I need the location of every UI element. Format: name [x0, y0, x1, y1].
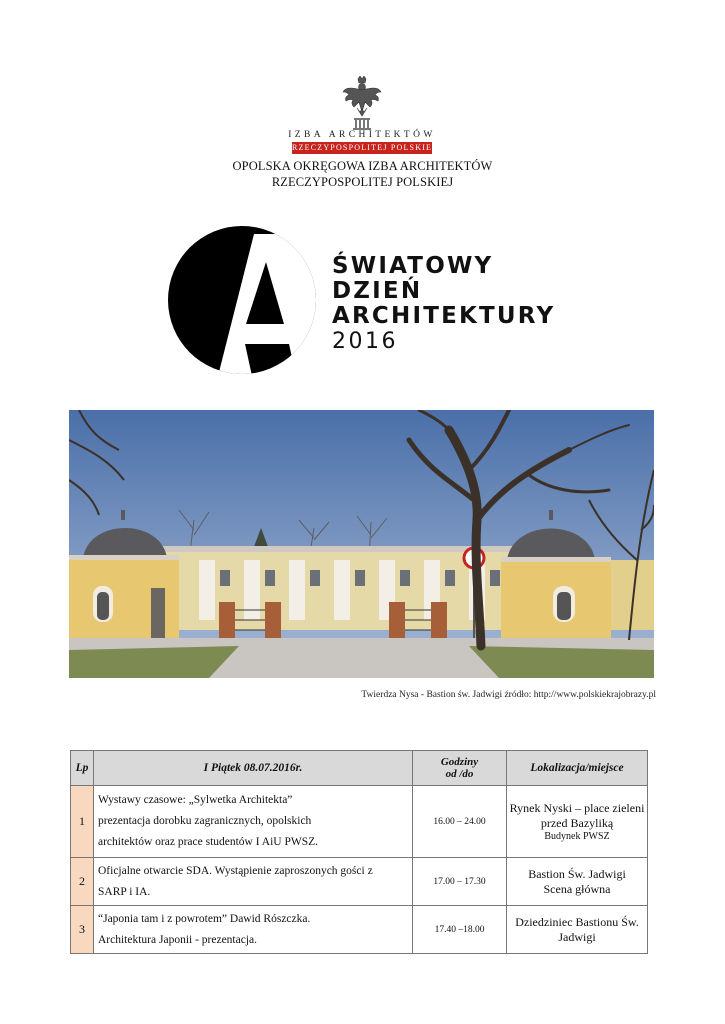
eagle-emblem-icon: [342, 76, 382, 132]
izba-architektow-logo: [254, 76, 464, 160]
table-row: [71, 786, 648, 858]
photo-caption: Twierdza Nysa - Bastion św. Jadwigi źródło: http://www.polskiekrajobrazy.pl: [361, 690, 656, 700]
event-title-line-3: ARCHITEKTURY: [332, 303, 556, 329]
row-event: [94, 858, 413, 906]
event-year: 2016: [332, 329, 398, 354]
table-row: [71, 906, 648, 954]
logo-title: IZBA ARCHITEKTÓW: [288, 130, 436, 140]
header-lp: Lp: [71, 751, 94, 786]
world-architecture-day-logo: [160, 218, 570, 382]
row-lp: 2: [71, 858, 94, 906]
location-line: Bastion Św. Jadwigi: [528, 866, 626, 881]
bastion-photo: [69, 410, 654, 678]
row-lp: 1: [71, 786, 94, 858]
location-line: Dziedziniec Bastionu Św.: [515, 914, 639, 929]
org-name-line-2: RZECZYPOSPOLITEJ POLSKIEJ: [271, 175, 454, 189]
header-hours-line-1: Godziny: [440, 756, 479, 768]
location-line: Rynek Nyski – place zieleni: [509, 801, 645, 815]
event-line: prezentacja dorobku zagranicznych, opolskich: [98, 815, 312, 827]
row-location: [507, 906, 648, 954]
event-line: SARP i IA.: [98, 885, 151, 898]
header-event: I Piątek 08.07.2016r.: [94, 751, 413, 786]
location-line: Jadwigi: [558, 929, 596, 944]
location-line: przed Bazyliką: [540, 816, 614, 830]
event-title-line-1: ŚWIATOWY: [332, 253, 494, 279]
row-hours: 17.00 – 17.30: [413, 858, 507, 906]
org-name-line-1: OPOLSKA OKRĘGOWA IZBA ARCHITEKTÓW: [232, 159, 493, 173]
event-line: Architektura Japonii - prezentacja.: [98, 933, 258, 946]
event-line: Oficjalne otwarcie SDA. Wystąpienie zaproszonych gości z: [98, 864, 373, 877]
event-title-line-2: DZIEŃ: [332, 278, 423, 304]
row-event: [94, 906, 413, 954]
row-event: [94, 786, 413, 858]
header-location: Lokalizacja/miejsce: [507, 751, 648, 786]
header-hours-line-2: od /do: [445, 768, 474, 780]
logo-subtitle-band: RZECZYPOSPOLITEJ POLSKIEJ: [292, 143, 437, 152]
event-line: “Japonia tam i z powrotem” Dawid Rószczka.: [98, 912, 311, 925]
row-location: [507, 786, 648, 858]
event-line: Wystawy czasowe: „Sylwetka Architekta”: [98, 794, 293, 806]
program-table: [70, 750, 648, 954]
event-line: architektów oraz prace studentów I AiU PWSZ.: [98, 836, 319, 848]
header-hours: [413, 751, 507, 786]
location-note: Budynek PWSZ: [544, 831, 610, 842]
row-lp: 3: [71, 906, 94, 954]
location-line: Scena główna: [543, 881, 611, 896]
row-hours: 16.00 – 24.00: [413, 786, 507, 858]
row-hours: 17.40 –18.00: [413, 906, 507, 954]
row-location: [507, 858, 648, 906]
table-row: [71, 858, 648, 906]
architecture-a-icon: [166, 224, 318, 376]
table-header-row: [71, 751, 648, 786]
